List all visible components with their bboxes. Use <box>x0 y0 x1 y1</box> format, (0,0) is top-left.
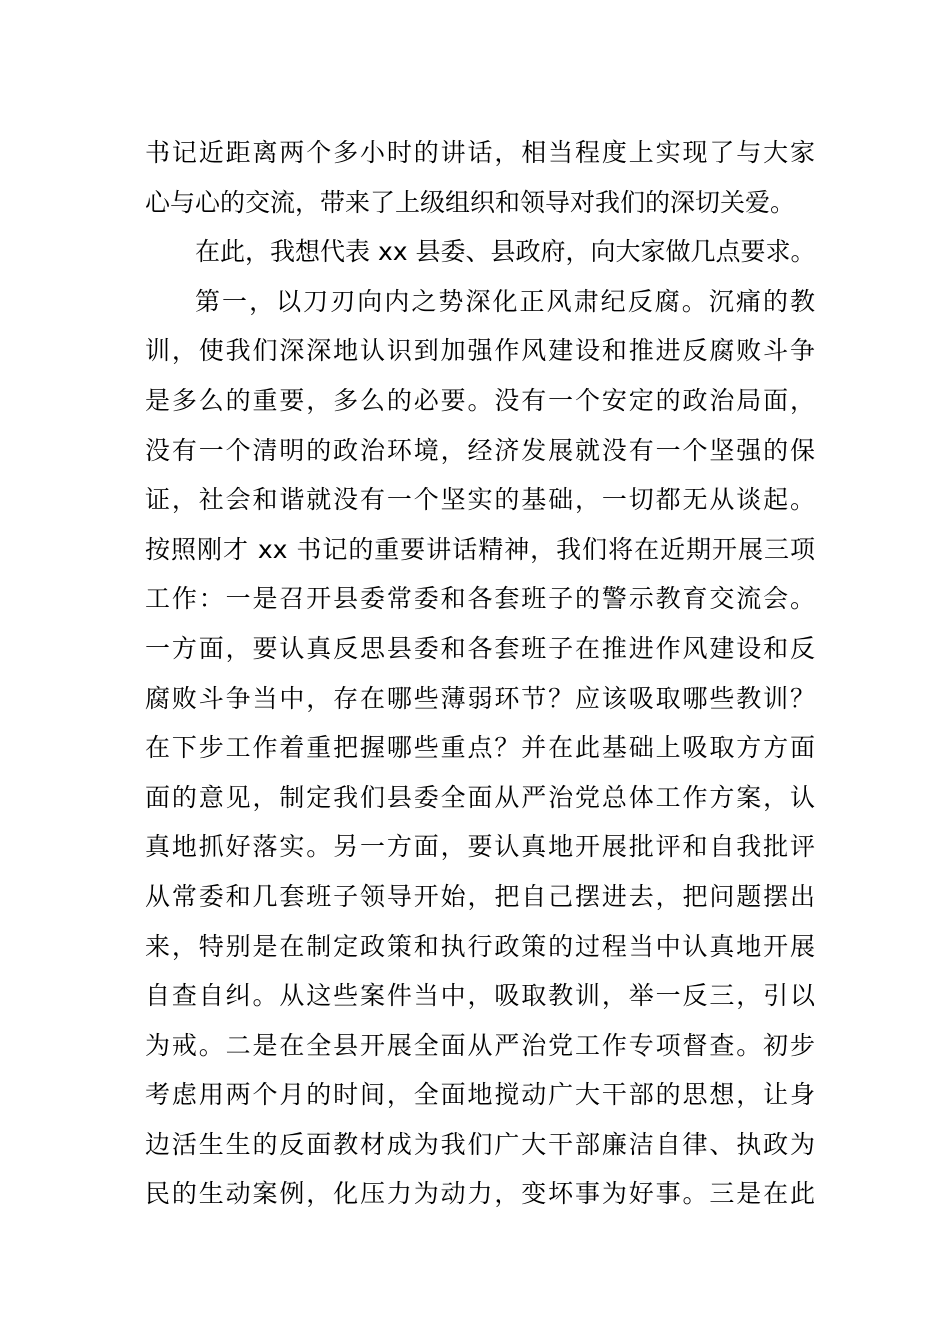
body-text <box>145 128 815 1219</box>
text-line: 民的生动案例，化压力为动力，变坏事为好事。三是在此 <box>145 1179 815 1209</box>
text-line: 工作：一是召开县委常委和各套班子的警示教育交流会。 <box>145 584 815 614</box>
text-line: 证，社会和谐就没有一个坚实的基础，一切都无从谈起。 <box>145 485 815 515</box>
text-line: 腐败斗争当中，存在哪些薄弱环节？应该吸取哪些教训？ <box>145 683 815 713</box>
text-line: 在下步工作着重把握哪些重点？并在此基础上吸取方方面 <box>145 733 815 763</box>
text-line: 是多么的重要，多么的必要。没有一个安定的政治局面， <box>145 385 815 415</box>
paragraph-first-line: 第一，以刀刃向内之势深化正风肃纪反腐。沉痛的教 <box>195 286 815 316</box>
text-line: 训，使我们深深地认识到加强作风建设和推进反腐败斗争 <box>145 336 815 366</box>
text-line: 面的意见，制定我们县委全面从严治党总体工作方案，认 <box>145 782 815 812</box>
text-line: 没有一个清明的政治环境，经济发展就没有一个坚强的保 <box>145 435 815 465</box>
paragraph-first-line: 在此，我想代表 xx 县委、县政府，向大家做几点要求。 <box>195 237 815 267</box>
text-line: 书记近距离两个多小时的讲话，相当程度上实现了与大家 <box>145 138 815 167</box>
text-line: 边活生生的反面教材成为我们广大干部廉洁自律、执政为 <box>145 1129 815 1159</box>
text-line: 为戒。二是在全县开展全面从严治党工作专项督查。初步 <box>145 1030 815 1060</box>
text-line: 自查自纠。从这些案件当中，吸取教训，举一反三，引以 <box>145 981 815 1011</box>
text-line: 从常委和几套班子领导开始，把自己摆进去，把问题摆出 <box>145 881 815 911</box>
text-line: 心与心的交流，带来了上级组织和领导对我们的深切关爱。 <box>145 187 796 217</box>
text-line: 来，特别是在制定政策和执行政策的过程当中认真地开展 <box>145 931 815 961</box>
text-line: 考虑用两个月的时间，全面地搅动广大干部的思想，让身 <box>145 1080 815 1110</box>
text-line: 一方面，要认真反思县委和各套班子在推进作风建设和反 <box>145 633 815 663</box>
text-line: 真地抓好落实。另一方面，要认真地开展批评和自我批评 <box>145 832 815 862</box>
text-line: 按照刚才 xx 书记的重要讲话精神，我们将在近期开展三项 <box>145 534 815 564</box>
